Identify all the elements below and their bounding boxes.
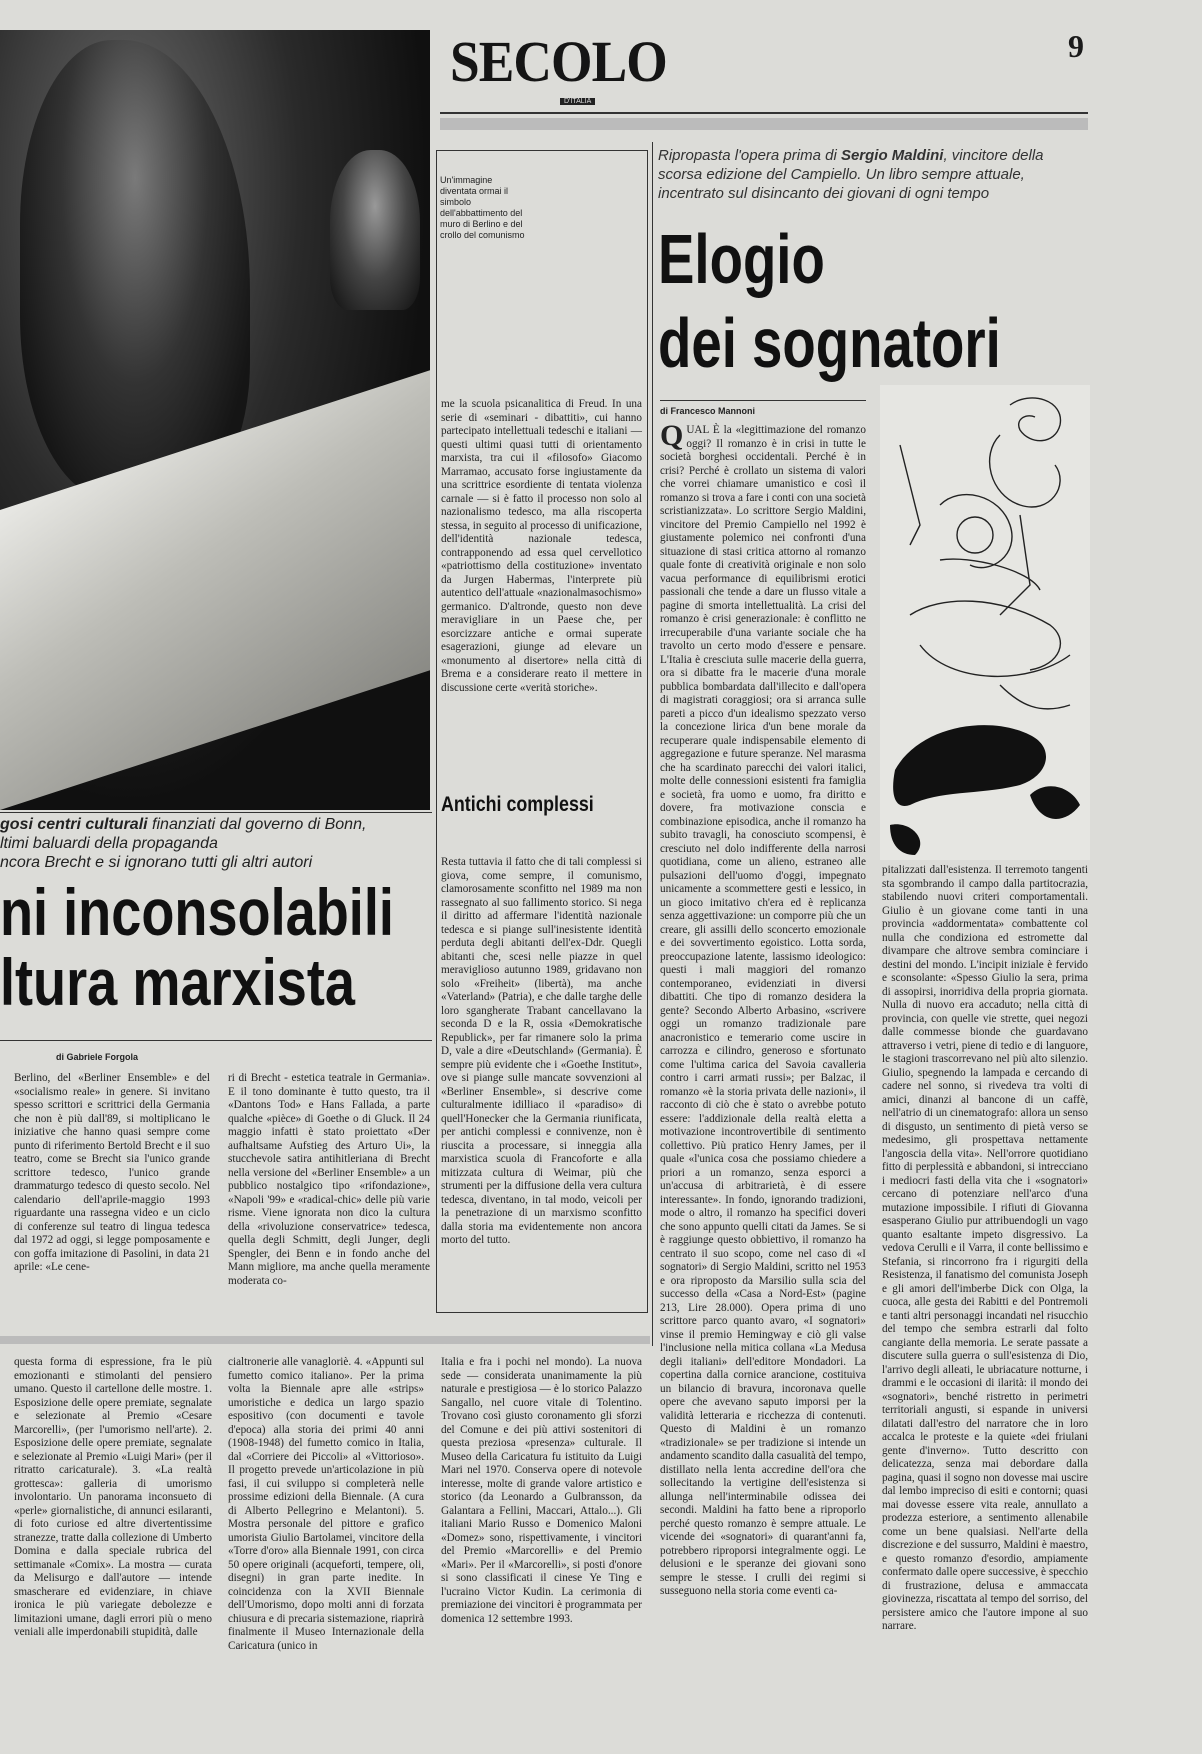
left-article-col1: Berlino, del «Berliner Ensemble» e del «socialismo reale» in genere. Si invitano spesso scrittori e scrittrici della Germania che non è più dall'89, si moltiplicano le iniziative che hanno quasi sempre come punto di riferimento Bertold Brecht e il suo teatro, come se Brecht sia l'unico grande scrittore tedesco, l'unico grande drammaturgo tedesco di questo secolo. Nel calendario dell'aprile-maggio 1993 riguardante una rassegna video e un ciclo di conferenze sul teatro di lingua tedesca dal 1972 ad oggi, si legge pomposamente e con goffa imitazione di Pasolini, in data 21 aprile: «Le cene- <box>14 1072 210 1273</box>
masthead-band <box>440 118 1088 130</box>
left-kicker-line3: ncora Brecht e si ignorano tutti gli altri autori <box>0 854 313 871</box>
left-article-col3-top: me la scuola psicanalitica di Freud. In una serie di «seminari - dibattiti», cui hanno partecipato intellettuali tedeschi e italiani — questi ultimi quasi tutti di orientamento marxista, tra cui il «filosofo» Giacomo Marramao, accusato forse ingiustamente da una scrittrice esordiente di tentata violenza carnale — si è fatto il processo non solo al nazionalismo tedesco, ma alla riscoperta stessa, in seguito al processo di unificazione, dell'identità nazionale tedesca, contrapponendo ad essa quel cervellotico «patriottismo della costituzione» inventato da Jurgen Habermas, l'interprete più autentico dell'attuale «nazionalmasochismo» germanico. D'altronde, questo non deve meravigliare in un Paese che, per esorcizzare antiche e ormai superate esagerazioni, giunge ad elevare un «monumento al disertore» nella città di Brema e a considerare reato il mettere in discussione certe «verità storiche». <box>441 398 642 694</box>
box-rule-bottom <box>436 1312 648 1313</box>
left-headline-line2: ltura marxista <box>0 945 355 1019</box>
bottom-article-col2: cialtronerie alle vanagloriè. 4. «Appunti sul fumetto comico italiano». Per la prima volta la Biennale apre alle «strips» umoristiche e dedica un largo spazio espositivo (con documenti e tavole d'epoca) alla storia dei primi 40 anni (1908-1948) del fumetto comico in Italia, dal «Corriere dei Piccoli» al «Vittorioso». Il progetto prevede un'articolazione in più fasi, il cui sviluppo si completerà nelle prossime edizioni della Biennale. (A cura di Alberto Pellegrino e Melantoni). 5. Mostra personale del pittore e grafico umorista Giulio Bartolamei, vincitore della «Torre d'oro» alla Biennale 1991, con circa 50 opere originali (acqueforti, tempere, oli, disegni) in gran parte inedite. In coincidenza con la XVII Biennale dell'Umorismo, dopo molti anni di forzata chiusura e di precaria sistemazione, riaprirà finalmente il Museo Internazionale della Caricatura (unico in <box>228 1356 424 1652</box>
left-kicker-line2: ltimi baluardi della propaganda <box>0 835 218 852</box>
left-byline: di Gabriele Forgola <box>56 1052 139 1062</box>
right-byline: di Francesco Mannoni <box>660 406 756 416</box>
left-headline-line1: ni inconsolabili <box>0 875 394 949</box>
right-article-col1-text: UAL È la «legittimazione del romanzo oggi? Il romanzo è in crisi in tutte le società borghesi occidentali. Perché è in crisi? Perché è crollato un sistema di valori che vorrei chiamare umanistico e così il romanzo si trova a fare i conti con una società scristianizzata». Lo scrittore Sergio Maldini, vincitore del Premio Campiello nel 1992 è giustamente polemico nei confronti d'una situazione di stasi critica attorno al romanzo quale fonte di creatività originale e non solo vacua performance di equilibrismi erotici passionali che tende a dare un flusso vitale a pagine di smorta intellettualità. La crisi del romanzo è crisi generazionale: è conflitto ne irrecuperabile d'una variante sociale che ha travolto un certo modo d'essere e pensare. L'Italia è cresciuta sulle macerie della guerra, ora si dibatte fra le macerie d'una morale pubblica bombardata dall'illecito e dall'opera di magistrati coraggiosi; ora si arranca sulle pareti a picco d'un idealismo spezzato verso la concezione lirica d'un bene morale da recuperare quale indispensabile elemento di aggregazione e future speranze. Nel marasma che ha scardinato parecchi dei valori italici, molte delle connessioni esistenti fra famiglia e società, fra uomo e uomo, fra diritto e dovere, fra motivazione conscia e combinazione episodica, anche il romanzo ha subito travagli, ha conosciuto scompensi, è cresciuto nel dolo indifferente della narrosi quotidiana, come un alieno, estraneo alle pulsazioni dell'uomo d'oggi, impegnato unicamente a scommettere gesti e lessico, in un gioco imitativo ch'era ed è replicanza senza aggettivazione: un comporre più che un creare, gli assilli dello sconcerto emozionale e dei sovvertimento egoistico. Lotta sorda, preoccupazione latente, lassismo ideologico: questi i mali maggiori del romanzo contemporaneo, evidenziati in diversi dibattiti. Che tipo di romanzo desidera la gente? Secondo Alberto Arbasino, «scrivere oggi un romanzo tradizionale pare anacronistico e temerario come uscire in carrozza e cilindro, generoso e sfortunato come l'ultima carica del Savoia cavalleria contro i carri armati russi»; per Balzac, il romanzo «è la storia privata delle nazioni», il racconto di ciò che è stato o avrebbe potuto essere: l'addizionale della realtà eletta a motivazione incontrovertibile di sentimento collettivo. Più pratico Henry James, per il quale «l'unica cosa che possiamo chiedere a priori a un romanzo, senza esporci a un'accusa di arbitrarietà, è di essere interessante». In fondo, ignorando tradizioni, mode o altro, il romanzo ha specifici doveri che sono appunto quelli citati da James. Se si è raggiunge questo obbiettivo, il romanzo ha centrato il suo scopo, come nel caso di «I sognatori» di Sergio Maldini, scritto nel 1953 e ora riproposto da Marsilio sulla scia del successo della «Casa a Nord-Est» (pagine 213, Lire 28.000). Opera prima di uno scrittore parco quanto avaro, «I sognatori» vinse il premio Hemingway e ciò gli valse l'inclusione nella mitica collana «La Medusa degli italiani» dell'editore Mondadori. La copertina dalla cornice arancione, costituiva un bilancio di bravura, incoronava quelle opere che avevano saputo imporsi per la validità letteraria e ricchezza di contenuti. Questo di Maldini è un romanzo «tradizionale» se per tradizione si intende un andamento scandito dalla casualità del tempo, distillato nella lenta accredine dell'ora che sollecitando la vertigine dell'esistenza si allunga nell'interminabile odissea dei secondi. Maldini ha fatto bene a riproporlo perché questo romanzo è sempre attuale. Le vicende dei «sognatori» di quarant'anni fa, potrebbero riproporsi integralmente oggi. Le delusioni e le speranze dei giovani sono sempre le stesse. I crulli dei regimi si susseguono nella storia come eventi ca- <box>660 424 866 1597</box>
dropcap: Q <box>660 419 684 452</box>
bottom-article-col3: Italia e fra i pochi nel mondo). La nuova sede — considerata unanimamente la più naturale e prestigiosa — è lo storico Palazzo Sangallo, nel cuore vitale di Tolentino. Trovano così giusto coronamento gli sforzi del Comune e dei più attivi sostenitori di questa preziosa «presenza» culturale. Il Museo della Caricatura fu istituito da Luigi Mari nel 1970. Conserva opere di notevole interesse, molte di grande valore artistico e storico (da Leonardo a Gulbransson, da Galantara a Fellini, Maccari, Attalo...). Gli italiani Mario Russo e Domenico Maloni «Domez» sono, rispettivamente, i vincitori del Premio «Marcorelli» e del Premio «Mari». Per il «Marcorelli», si posti d'onore si sono classificati il cinese Ye Ting e l'ucraino Victor Kudin. La cerimonia di premiazione dei vincitori è programmata per domenica 12 settembre 1993. <box>441 1356 642 1625</box>
photo-caption: Un'immagine diventata ormai il simbolo dell'abbattimento del muro di Berlino e del crollo del comunismo <box>440 175 525 240</box>
left-kicker-line1: finanziati dal governo di Bonn, <box>147 816 367 833</box>
bottom-band <box>0 1336 650 1344</box>
masthead-subtitle: D'ITALIA <box>560 98 595 105</box>
berlin-wall-photo <box>0 30 430 810</box>
rule-left-byline <box>0 1040 432 1041</box>
rule-right-byline <box>660 400 866 401</box>
right-kicker-post: , vincitore della scorsa edizione del Campiello. Un libro sempre attuale, incentrato sul disincanto dei giovani di ogni tempo <box>658 147 1044 202</box>
right-kicker-bold: Sergio Maldini <box>840 147 944 164</box>
line-drawing-illustration <box>880 385 1090 860</box>
left-article-col2: ri di Brecht - estetica teatrale in Germania». E il tono dominante è tutto questo, tra il «Dantons Tod» e Hans Fallada, a parte qualche «pièce» di Goethe o di Gluck. Il 24 maggio infatti è stato proiettato «Der aufhaltsame Aufstieg des Arturo Ui», la stucchevole satira antihitleriana di Brecht nella versione del «Berliner Ensemble» a un pubblico nostalgico tipo «rifondazione», «Napoli '99» e «radical-chic» delle più varie risme. Viene ignorata non dico la cultura della «rivoluzione conservatrice» tedesca, quella degli Schmitt, degli Junger, degli Spengler, dei Benn e in fondo anche del Mann migliore, ma anche quella meramente moderata co- <box>228 1072 430 1287</box>
bottom-article-col1: questa forma di espressione, fra le più emozionanti e stimolanti del pensiero umano. Questo il cartellone delle mostre. 1. Esposizione delle opere premiate, segnalate e selezionate al Premio «Cesare Marcorelli», (per l'umorismo nell'arte). 2. Esposizione delle opere premiate, segnalate e selezionate al Premio «Luigi Mari» (per il ritratto caricaturale). 3. «La realtà grottesca»: galleria di umorismo involontario. Un panorama inconsueto di «perle» giornalistiche, di annunci esilaranti, di foto curiose ed altre divertentissime stranezze, tratte dalla collezione di Umberto Domina e dalla speciale rubrica del settimanale «Comix». La mostra — curata da Melisurgo e dall'autore — intende smascherare ed evidenziare, in chiave ironica le più variegate debolezze e limitazioni umane, dagli errori più o meno veniali alle imperdonabili stupidità, dalle <box>14 1356 212 1638</box>
photo-figure-left <box>20 40 250 500</box>
vertical-rule-3 <box>652 142 653 1346</box>
left-kicker <box>0 815 430 872</box>
page-number: 9 <box>1068 28 1084 64</box>
box-rule-top <box>436 150 648 151</box>
newspaper-masthead: SECOLO <box>450 29 667 94</box>
right-kicker <box>658 146 1088 203</box>
vertical-rule-2 <box>647 150 648 1312</box>
subhead-antichi-complessi: Antichi complessi <box>441 793 594 816</box>
right-article-col1 <box>660 419 866 1597</box>
right-kicker-pre: Ripropasta l'opera prima di <box>658 147 841 164</box>
right-headline-line2: dei sognatori <box>658 304 1001 382</box>
vertical-rule-1 <box>436 150 437 1312</box>
photo-figure-right <box>330 150 420 310</box>
left-kicker-bold: gosi centri culturali <box>0 816 148 833</box>
masthead-rule <box>440 112 1088 114</box>
right-headline-line1: Elogio <box>658 220 825 298</box>
rule-left-kicker <box>0 812 432 813</box>
left-article-col3-bottom: Resta tuttavia il fatto che di tali complessi si giova, come sempre, il comunismo, clamorosamente sconfitto nel 1989 ma non rassegnato al suo fallimento storico. Si nega il diritto ad affermare l'identità nazionale tedesca e si piange sull'inesistente identità perduta degli abitanti dell'ex-Ddr. Quegli abitanti che, scesi nelle piazze in quel meraviglioso autunno 1989, gridavano non solo «Freiheit» (libertà), ma anche «Vaterland» (Patria), e che dalle targhe delle loro sgangherate Trabant cancellavano la seconda D e la R, ossia «Demokratische Republick», per far rimanere solo la prima D, vale a dire «Deutschland» (Germania). È sempre più evidente che i «Goethe Institut», ove si piange sulle mancate sovvenzioni al «Berliner Ensemble», si descrive come culturalmente idilliaco il «paradiso» di quell'Honecker che la Germania riunificata, per antichi complessi e connivenze, non è riuscita a processare, si inneggia alla marxistica scuola di Francoforte e alla mitizzata cultura di Weimar, più che strumenti per la diffusione della vera cultura tedesca, diventano, in tal modo, veicoli per la penetrazione di un marxismo sconfitto dalla storia ma evidentemente non ancora morto del tutto. <box>441 856 642 1246</box>
right-article-col2: pitalizzati dall'esistenza. Il terremoto tangenti sta sgombrando il campo dalla partitocrazia, stabilendo nuovi criteri comportamentali. Giulio è un giovane come tanti in una provincia «addormentata» combattente col nulla che condiziona ed estromette dal divampare che altrove sembra cominciare i destini del mondo. L'incipit iniziale è fervido e sconsolante: «Spesso Giulio la sera, prima di assopirsi, inorridiva della propria giornata. Nulla di nuovo era accaduto; nella città di provincia, con quelle vie strette, quei negozi dalle commesse bionde che guardavano attraverso i vetri, piene di tedio e di languore, le stagioni trascorrevano nel più alto silenzio. Giulio, spegnendo la lampada e cercando di cadere nel sonno, si rivedeva tra volti di amici, dinanzi al bancone di un caffè, nell'atrio di un cinematografo: allora un senso di disgusto, un sentimento di pietà verso se medesimo, gli prospettava nettamente l'angoscia della vita». Nell'orrore quotidiano fitto di perplessità e abbandoni, si intrecciano i mediocri fasti della vita che i «sognatori» cercano di potenziare nell'arco d'una mutazione impossibile. I rifiuti di Giovanna esasperano Giulio pur attribuendogli un vago quanto esaltante impeto disgressivo. La vedova Cerulli e il Varra, il conte bellissimo e Stefania, si rincorrono fra i rigurgiti della Resistenza, il fanatismo del comunista Joseph e gli amori dell'imberbe Dick con Olga, la cuoca, alle gesta dei Rabitti e del Pontremoli e tanti altri personaggi incandati nel risucchio del tempo che sembra estrarli dal folto cangiante della memoria. Le serate passate a discutere sulla guerra o sull'esistenza di Dio, l'arrivo degli alleati, le ubriacature notturne, i drammi e le occasioni di ilarità: il mondo dei «sognatori», benché ristretto in perimetri territoriali angusti, si espande in universi dilatati dall'estro del narratore che in loro accalca le proteste e la quiete «dei friulani gente d'inverno». Tutto descritto con delicatezza, senza mai debordare dalla pagina, quasi il sogno non dovesse mai uscire dal lembo impreciso di esiti e contorni; quasi mai dovesse essere vita reale, annullato a prodezza esteriore, a sentimento allenabile come un bene qualsiasi. Nell'arte della discrezione e del sussurro, Maldini è maestro, e questo romanzo d'esordio, ampiamente confermato dalle opere successive, è specchio di frustrazione, delusa e ammaccata giovinezza, riscattata al tempo del sorriso, del persistere amico che l'autore impone al suo narrare. <box>882 864 1088 1632</box>
